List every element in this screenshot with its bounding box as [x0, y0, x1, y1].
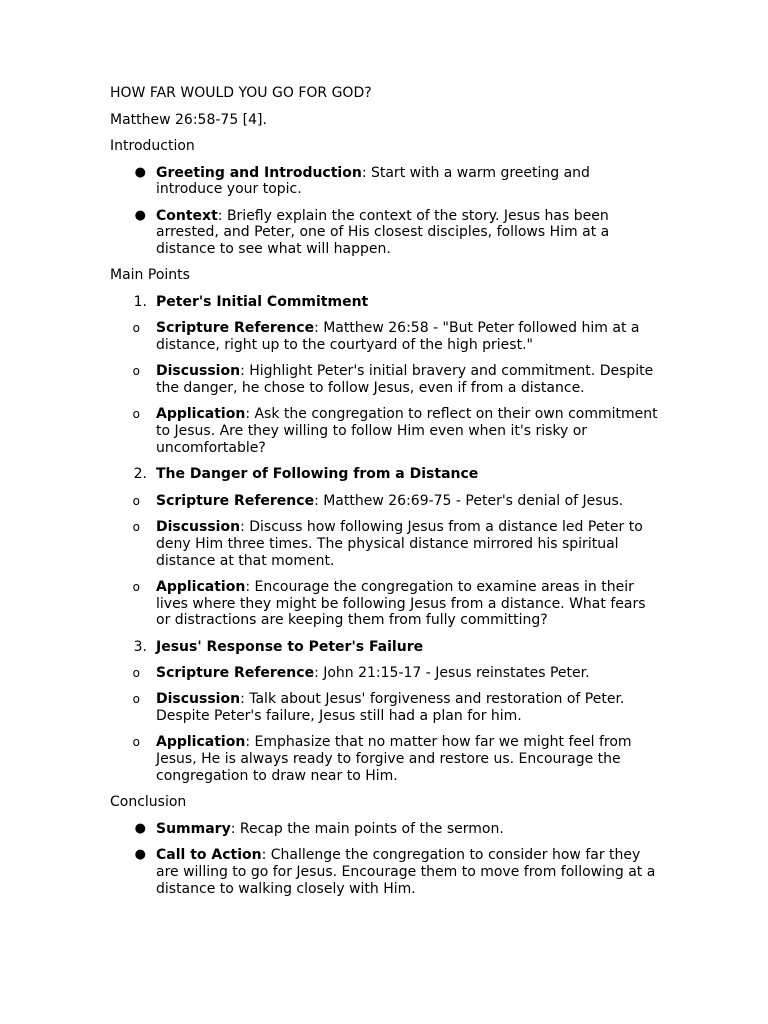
item-label: Discussion [156, 518, 241, 535]
item-text: : Encourage the congregation to examine areas in their lives where they might be following Jesus from a distance. What fears or distractions are keeping them from fully committing? [156, 578, 646, 629]
sub-item [110, 734, 658, 784]
circle-bullet-icon: o [132, 364, 140, 379]
sub-item [110, 691, 658, 725]
point-title: Peter's Initial Commitment [156, 293, 369, 310]
sub-item [110, 665, 658, 682]
circle-bullet-icon: o [132, 321, 140, 336]
bullet-icon: ● [134, 164, 146, 180]
item-label: Summary [156, 820, 231, 837]
sub-item [110, 406, 658, 456]
item-label: Application [156, 578, 246, 595]
item-label: Discussion [156, 691, 241, 708]
item-label: Scripture Reference [156, 665, 315, 682]
item-label: Scripture Reference [156, 492, 315, 509]
bullet-icon: ● [134, 820, 146, 836]
item-text: : Discuss how following Jesus from a distance led Peter to deny Him three times. The physical distance mirrored his spiritual distance at that moment. [156, 518, 643, 569]
sub-item [110, 320, 658, 354]
document-title: HOW FAR WOULD YOU GO FOR GOD? [110, 85, 372, 101]
item-label: Greeting and Introduction [156, 164, 362, 181]
item-label: Discussion [156, 363, 241, 380]
item-text: : Briefly explain the context of the story. Jesus has been arrested, and Peter, one of His closest disciples, follows Him at a distance to see what will happen. [156, 207, 610, 258]
numbered-point [110, 466, 658, 483]
item-text: : Talk about Jesus' forgiveness and restoration of Peter. Despite Peter's failure, Jesus still had a plan for him. [156, 691, 625, 725]
item-label: Call to Action [156, 847, 262, 864]
circle-bullet-icon: o [132, 692, 140, 707]
list-item [110, 208, 658, 258]
circle-bullet-icon: o [132, 735, 140, 750]
bullet-icon: ● [134, 847, 146, 863]
scripture-reference: Matthew 26:58-75 [4]. [110, 111, 267, 128]
sub-item [110, 363, 658, 397]
item-text: : Matthew 26:58 - "But Peter followed him at a distance, right up to the courtyard of the high priest." [156, 320, 640, 354]
item-label: Application [156, 406, 246, 423]
section-heading-conclusion: Conclusion [110, 794, 187, 811]
item-text: : John 21:15-17 - Jesus reinstates Peter. [314, 665, 590, 682]
circle-bullet-icon: o [132, 407, 140, 422]
list-item [110, 847, 658, 897]
item-label: Context [156, 207, 218, 224]
circle-bullet-icon: o [132, 666, 140, 681]
item-text: : Emphasize that no matter how far we might feel from Jesus, He is always ready to forgive and restore us. Encourage the congregation to draw near to Him. [156, 734, 632, 785]
document-page [110, 85, 658, 907]
circle-bullet-icon: o [132, 519, 140, 534]
item-text: : Matthew 26:69-75 - Peter's denial of Jesus. [314, 492, 624, 509]
point-title: Jesus' Response to Peter's Failure [156, 638, 424, 655]
item-label: Application [156, 734, 246, 751]
item-text: : Ask the congregation to reflect on their own commitment to Jesus. Are they willing to follow Him even when it's risky or uncomfortable? [156, 406, 658, 457]
item-text: : Recap the main points of the sermon. [230, 820, 504, 837]
circle-bullet-icon: o [132, 493, 140, 508]
section-heading-main-points: Main Points [110, 267, 190, 284]
item-text: : Challenge the congregation to consider how far they are willing to go for Jesus. Encourage them to move from following at a distance to walking closely with Him. [156, 847, 656, 897]
list-item [110, 821, 658, 838]
item-label: Scripture Reference [156, 320, 315, 337]
point-number: 1. [133, 293, 147, 310]
circle-bullet-icon: o [132, 579, 140, 594]
point-title: The Danger of Following from a Distance [156, 466, 479, 483]
point-number: 3. [133, 638, 147, 655]
item-text: : Highlight Peter's initial bravery and commitment. Despite the danger, he chose to follow Jesus, even if from a distance. [156, 363, 654, 397]
sub-item [110, 519, 658, 569]
numbered-point [110, 294, 658, 311]
item-text: : Start with a warm greeting and introduce your topic. [156, 164, 590, 198]
numbered-point [110, 639, 658, 656]
section-heading-introduction: Introduction [110, 138, 195, 154]
list-item [110, 165, 658, 199]
point-number: 2. [133, 466, 147, 483]
bullet-icon: ● [134, 207, 146, 223]
sub-item [110, 493, 658, 510]
sub-item [110, 579, 658, 629]
